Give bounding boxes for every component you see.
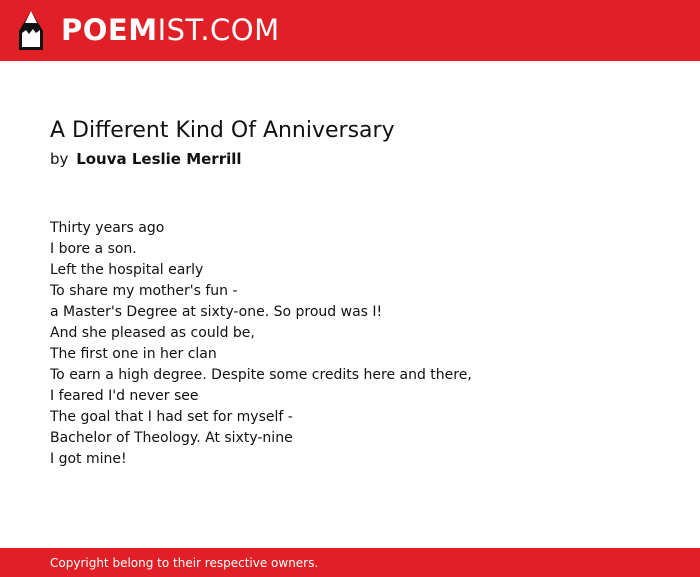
logo-text-light: IST.COM [157, 13, 280, 47]
poem-byline [50, 148, 242, 170]
poem-line: I feared I'd never see [50, 388, 199, 404]
poem-line: Thirty years ago [50, 220, 165, 236]
poem-body [50, 218, 472, 470]
poem-line: To share my mother's fun - [50, 283, 238, 299]
site-logo[interactable] [61, 12, 280, 48]
poem-line: I got mine! [50, 451, 127, 467]
poem-line: The goal that I had set for myself - [50, 409, 293, 425]
poem-line: I bore a son. [50, 241, 137, 257]
logo-text-bold: POEM [61, 13, 158, 47]
author-name[interactable]: Louva Leslie Merrill [76, 150, 242, 168]
poem-line: The first one in her clan [50, 346, 217, 362]
poem-line: Bachelor of Theology. At sixty-nine [50, 430, 293, 446]
site-footer [0, 548, 700, 577]
poem-title: A Different Kind Of Anniversary [50, 118, 395, 143]
poem-line: Left the hospital early [50, 262, 204, 278]
copyright-notice: Copyright belong to their respective owners. [50, 556, 319, 570]
poem-line: a Master's Degree at sixty-one. So proud was I! [50, 304, 383, 320]
by-label: by [50, 150, 69, 168]
poem-line: And she pleased as could be, [50, 325, 255, 341]
pencil-tip-icon[interactable] [17, 9, 45, 52]
site-header [0, 0, 700, 61]
poem-line: To earn a high degree. Despite some credits here and there, [50, 367, 472, 383]
